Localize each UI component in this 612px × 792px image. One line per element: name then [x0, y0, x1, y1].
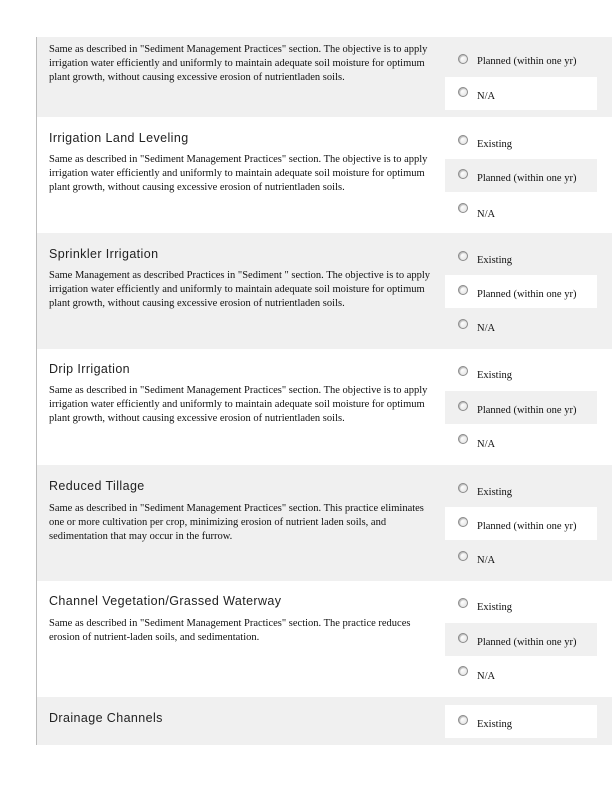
planned-radio[interactable] — [458, 54, 468, 64]
option-planned[interactable] — [445, 275, 597, 308]
option-na[interactable] — [445, 425, 597, 458]
section-reduced-tillage — [37, 465, 612, 581]
option-label: Planned (within one yr) — [477, 289, 577, 300]
planned-radio[interactable] — [458, 401, 468, 411]
na-radio[interactable] — [458, 319, 468, 329]
option-label: N/A — [477, 671, 496, 682]
option-label: N/A — [477, 209, 496, 220]
option-planned[interactable] — [445, 507, 597, 540]
section-description: Same as described in "Sediment Management Practices" section. The objective is to apply irrigation water efficiently and uniformly to maintain adequate soil moisture for optimum plant growth, without causing excessive erosion of nutrientladen soils. — [49, 44, 428, 83]
section-title: Irrigation Land Leveling — [49, 131, 189, 145]
option-label: Planned (within one yr) — [477, 405, 577, 416]
section-channel-vegetation — [37, 581, 612, 697]
section-title: Drip Irrigation — [49, 362, 131, 376]
section-description: Same as described in "Sediment Management Practices" section. The objective is to apply irrigation water efficiently and uniformly to maintain adequate soil moisture for optimum plant growth, without causing excessive erosion of nutrientladen soils. — [49, 385, 428, 424]
section-irrigation-land-leveling — [37, 117, 612, 233]
option-label: Existing — [477, 602, 513, 613]
section-title: Sprinkler Irrigation — [49, 247, 159, 261]
option-label: Existing — [477, 370, 513, 381]
option-label: Planned (within one yr) — [477, 56, 577, 67]
practices-form — [36, 37, 612, 745]
existing-radio[interactable] — [458, 598, 468, 608]
na-radio[interactable] — [458, 434, 468, 444]
option-label: Existing — [477, 719, 513, 730]
option-label: Planned (within one yr) — [477, 637, 577, 648]
section-sediment-continued — [37, 37, 612, 117]
option-label: Planned (within one yr) — [477, 173, 577, 184]
option-na[interactable] — [445, 193, 597, 226]
option-existing[interactable] — [445, 125, 597, 158]
option-label: N/A — [477, 323, 496, 334]
option-na[interactable] — [445, 541, 597, 574]
option-label: Existing — [477, 487, 513, 498]
option-na[interactable] — [445, 309, 597, 342]
option-planned[interactable] — [445, 623, 597, 656]
section-sprinkler-irrigation — [37, 233, 612, 349]
planned-radio[interactable] — [458, 285, 468, 295]
existing-radio[interactable] — [458, 135, 468, 145]
option-existing[interactable] — [445, 589, 597, 622]
na-radio[interactable] — [458, 87, 468, 97]
existing-radio[interactable] — [458, 715, 468, 725]
existing-radio[interactable] — [458, 366, 468, 376]
section-description: Same Management as described Practices in "Sediment " section. The objective is to apply irrigation water efficiently and uniformly to maintain adequate soil moisture for optimum plant growth, without causing excessive erosion of nutrientladen soils. — [49, 270, 431, 309]
option-label: Planned (within one yr) — [477, 521, 577, 532]
option-label: Existing — [477, 139, 513, 150]
option-na[interactable] — [445, 657, 597, 690]
option-label: N/A — [477, 91, 496, 102]
option-existing[interactable] — [445, 357, 597, 390]
planned-radio[interactable] — [458, 633, 468, 643]
na-radio[interactable] — [458, 551, 468, 561]
option-existing[interactable] — [445, 241, 597, 274]
planned-radio[interactable] — [458, 169, 468, 179]
option-label: Existing — [477, 255, 513, 266]
option-planned[interactable] — [445, 159, 597, 192]
section-description: Same as described in "Sediment Management Practices" section. This practice eliminates one or more cultivation per crop, minimizing erosion of nutrient laden soils, and sedimentation that may occur in the furrow. — [49, 503, 424, 542]
option-label: N/A — [477, 555, 496, 566]
option-planned[interactable] — [445, 391, 597, 424]
na-radio[interactable] — [458, 666, 468, 676]
section-drainage-channels — [37, 697, 612, 745]
option-na[interactable] — [445, 77, 597, 110]
section-description: Same as described in "Sediment Management Practices" section. The objective is to apply irrigation water efficiently and uniformly to maintain adequate soil moisture for optimum plant growth, without causing excessive erosion of nutrientladen soils. — [49, 154, 428, 193]
existing-radio[interactable] — [458, 483, 468, 493]
na-radio[interactable] — [458, 203, 468, 213]
section-title: Reduced Tillage — [49, 479, 145, 493]
option-planned[interactable] — [445, 43, 597, 76]
section-title: Drainage Channels — [49, 711, 163, 725]
option-label: N/A — [477, 439, 496, 450]
section-title: Channel Vegetation/Grassed Waterway — [49, 594, 282, 608]
option-existing[interactable] — [445, 473, 597, 506]
planned-radio[interactable] — [458, 517, 468, 527]
section-description: Same as described in "Sediment Management Practices" section. The practice reduces erosion of nutrient-laden soils, and sedimentation. — [49, 618, 411, 643]
section-drip-irrigation — [37, 349, 612, 465]
option-existing[interactable] — [445, 705, 597, 738]
existing-radio[interactable] — [458, 251, 468, 261]
